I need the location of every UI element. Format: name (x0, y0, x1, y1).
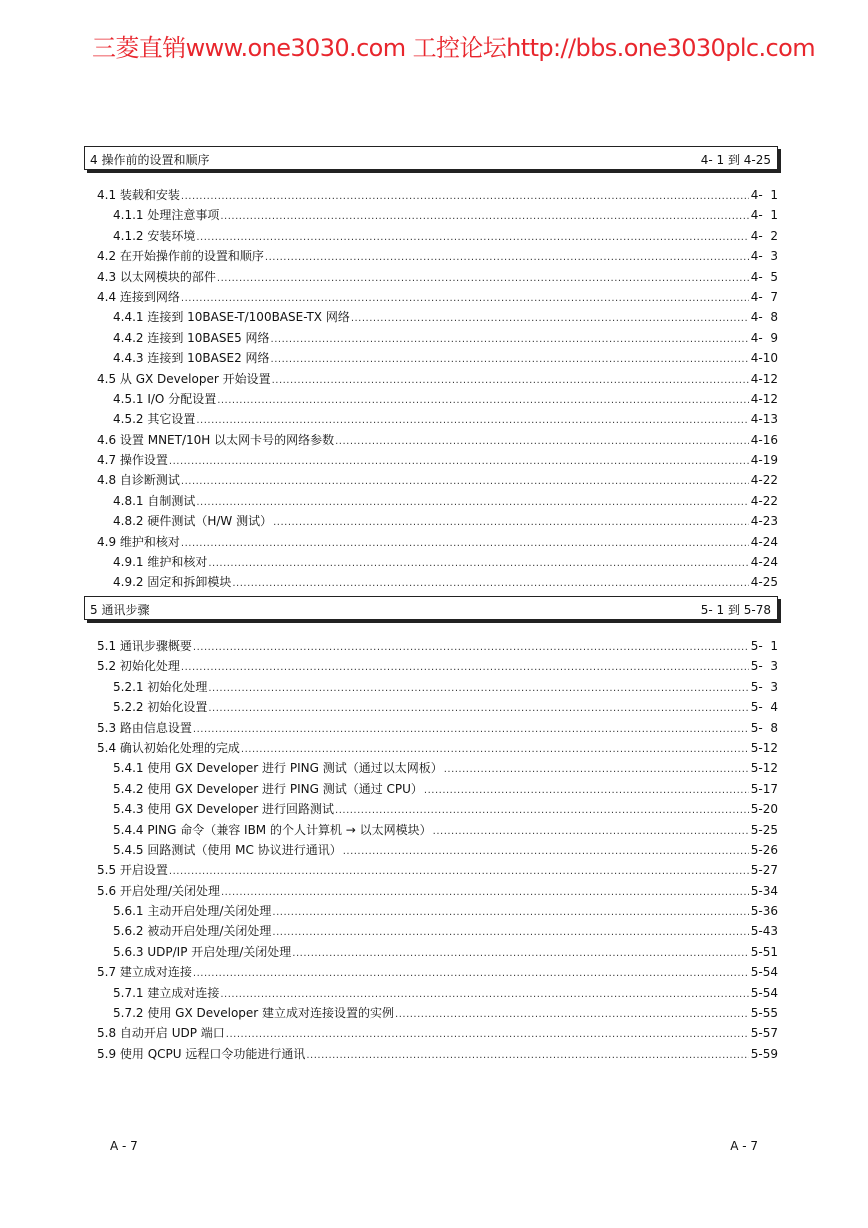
toc-entry[interactable] (97, 1003, 778, 1023)
toc-entry-title: 4.6 设置 MNET/10H 以太网卡号的网络参数 (97, 432, 335, 447)
toc-entry[interactable] (97, 328, 778, 348)
dot-leader (306, 1046, 749, 1066)
toc-entry[interactable] (97, 307, 778, 327)
dot-leader (424, 781, 749, 801)
toc-entry[interactable] (97, 718, 778, 738)
toc-entry-page: 5-17 (750, 781, 778, 796)
toc-entry-title: 5.2.1 初始化处理 (113, 679, 208, 694)
toc-entry[interactable] (97, 840, 778, 860)
dot-leader (208, 679, 749, 699)
dot-leader (335, 432, 749, 452)
toc-entry-title: 5.7.1 建立成对连接 (113, 985, 220, 1000)
dot-leader (220, 985, 749, 1005)
dot-leader (193, 720, 749, 740)
toc-entry-title: 5.2 初始化处理 (97, 659, 180, 674)
dot-leader (193, 964, 749, 984)
dot-leader (272, 371, 749, 391)
toc-entry-title: 4.9.2 固定和拆卸模块 (113, 575, 232, 590)
toc-entry-page: 4- 7 (750, 289, 778, 304)
dot-leader (181, 289, 749, 309)
footer-page-right: A - 7 (730, 1139, 758, 1153)
toc-entry-page: 4-23 (750, 514, 778, 529)
toc-entry-title: 4.1 装载和安装 (97, 188, 180, 202)
toc-entry-page: 4- 9 (750, 330, 778, 345)
footer-page-left: A - 7 (110, 1139, 138, 1153)
toc-entry-title: 5.4.2 使用 GX Developer 进行 PING 测试（通过 CPU） (113, 781, 423, 796)
toc-entry-title: 5.5 开启设置 (97, 863, 168, 878)
dot-leader (217, 269, 749, 289)
toc-entry-title: 5.4 确认初始化处理的完成 (97, 740, 240, 755)
toc-entry-title: 4.5.2 其它设置 (113, 412, 196, 427)
dot-leader (169, 862, 749, 882)
toc-entry-page: 5-57 (750, 1026, 778, 1041)
dot-leader (433, 822, 749, 842)
toc-entry-page: 5-26 (750, 842, 778, 857)
dot-leader (226, 1025, 749, 1045)
toc-entry-title: 4.5.1 I/O 分配设置 (113, 391, 217, 406)
toc-entry-title: 4.4.1 连接到 10BASE-T/100BASE-TX 网络 (113, 310, 350, 325)
toc-entry[interactable] (97, 205, 778, 225)
toc-entry-title: 5.1 通讯步骤概要 (97, 639, 192, 653)
toc-entry[interactable] (97, 1044, 778, 1064)
toc-entry[interactable] (97, 962, 778, 982)
toc-entry[interactable] (97, 799, 778, 819)
toc-entry-page: 5- 3 (750, 679, 778, 694)
toc-entry[interactable] (97, 552, 778, 572)
toc-entry[interactable] (97, 860, 778, 880)
dot-leader (181, 472, 749, 492)
toc-entry-title: 5.6.1 主动开启处理/关闭处理 (113, 904, 272, 919)
toc-entry-page: 5-51 (750, 944, 778, 959)
toc-entry-title: 5.7 建立成对连接 (97, 965, 192, 980)
toc-entry-page: 4- 8 (750, 310, 778, 325)
toc-entry[interactable] (97, 656, 778, 676)
toc-entry[interactable] (97, 881, 778, 901)
toc-entry-page: 4-22 (750, 473, 778, 488)
toc-entry-title: 4.4.3 连接到 10BASE2 网络 (113, 351, 270, 366)
toc-entry-page: 4-16 (750, 432, 778, 447)
toc-entry-title: 4.4 连接到网络 (97, 289, 180, 304)
dot-leader (208, 554, 749, 574)
dot-leader (395, 1005, 749, 1025)
toc-entry[interactable] (97, 430, 778, 450)
toc-entry[interactable] (97, 287, 778, 307)
toc-entry[interactable] (97, 921, 778, 941)
toc-entry[interactable] (97, 226, 778, 246)
toc-entry-title: 4.3 以太网模块的部件 (97, 269, 216, 284)
toc-entry-title: 5.2.2 初始化设置 (113, 700, 208, 715)
toc-entry-title: 5.4.5 回路测试（使用 MC 协议进行通讯） (113, 842, 342, 857)
toc-entry-title: 5.7.2 使用 GX Developer 建立成对连接设置的实例 (113, 1006, 395, 1021)
toc-entry[interactable] (97, 942, 778, 962)
toc-entry-title: 4.8.1 自制测试 (113, 493, 196, 508)
toc-entry-page: 4- 1 (750, 208, 778, 223)
toc-entry-title: 4.2 在开始操作前的设置和顺序 (97, 249, 264, 264)
dot-leader (196, 411, 749, 431)
toc-entry-page: 4-12 (750, 371, 778, 386)
toc-entry[interactable] (97, 389, 778, 409)
toc-entry-title: 5.8 自动开启 UDP 端口 (97, 1026, 225, 1041)
dot-leader (181, 534, 749, 554)
toc-entry[interactable] (97, 779, 778, 799)
toc-entry-page: 5- 8 (750, 720, 778, 735)
toc-entry-title: 5.3 路由信息设置 (97, 720, 192, 735)
dot-leader (221, 883, 749, 903)
toc-entry[interactable] (97, 677, 778, 697)
toc-entry-title: 5.6.2 被动开启处理/关闭处理 (113, 924, 272, 939)
toc-entry-page: 5-43 (750, 924, 778, 939)
dot-leader (181, 187, 749, 207)
toc-entry-title: 4.5 从 GX Developer 开始设置 (97, 371, 271, 386)
toc-entry[interactable] (97, 983, 778, 1003)
toc-entry-page: 5-36 (750, 904, 778, 919)
section-page-range: 4- 1 到 4-25 (700, 153, 771, 167)
dot-leader (273, 513, 749, 533)
toc-entry[interactable] (97, 697, 778, 717)
toc-entry-page: 4- 3 (750, 249, 778, 264)
toc-entry-page: 5- 3 (750, 659, 778, 674)
toc-entry-page: 4-24 (750, 534, 778, 549)
dot-leader (272, 903, 749, 923)
toc-entry-page: 5- 4 (750, 700, 778, 715)
dot-leader (265, 248, 749, 268)
toc-list-section-4 (97, 185, 778, 593)
dot-leader (196, 228, 749, 248)
dot-leader (241, 740, 749, 760)
section-page-range: 5- 1 到 5-78 (700, 603, 771, 617)
toc-entry[interactable] (97, 470, 778, 490)
toc-entry[interactable] (97, 758, 778, 778)
toc-entry-page: 5-34 (750, 883, 778, 898)
dot-leader (271, 330, 749, 350)
section-header-4 (84, 146, 778, 170)
toc-entry[interactable] (97, 409, 778, 429)
toc-entry-page: 4-19 (750, 453, 778, 468)
section-header-5 (84, 596, 778, 620)
dot-leader (232, 574, 749, 594)
toc-entry-title: 4.7 操作设置 (97, 453, 168, 468)
toc-entry-page: 5-12 (750, 761, 778, 776)
toc-entry-title: 5.6 开启处理/关闭处理 (97, 883, 220, 898)
dot-leader (351, 309, 749, 329)
toc-entry-page: 4-12 (750, 391, 778, 406)
toc-entry-title: 5.6.3 UDP/IP 开启处理/关闭处理 (113, 944, 292, 959)
dot-leader (181, 658, 749, 678)
dot-leader (272, 923, 749, 943)
toc-list-section-5 (97, 636, 778, 1064)
toc-entry[interactable] (97, 572, 778, 592)
toc-entry-page: 4-22 (750, 493, 778, 508)
toc-entry-page: 4-25 (750, 575, 778, 590)
toc-entry[interactable] (97, 532, 778, 552)
dot-leader (292, 944, 749, 964)
toc-entry-page: 5-55 (750, 1006, 778, 1021)
toc-entry-page: 5-20 (750, 802, 778, 817)
toc-entry-page: 5-27 (750, 863, 778, 878)
dot-leader (335, 801, 749, 821)
toc-entry-page: 5-54 (750, 965, 778, 980)
toc-entry[interactable] (97, 246, 778, 266)
toc-entry-title: 4.8.2 硬件测试（H/W 测试） (113, 514, 273, 529)
toc-entry-title: 4.1.2 安装环境 (113, 228, 196, 243)
toc-entry-page: 4-24 (750, 555, 778, 570)
section-title: 4 操作前的设置和顺序 (90, 153, 210, 167)
dot-leader (220, 207, 749, 227)
toc-entry[interactable] (97, 491, 778, 511)
toc-entry[interactable] (97, 185, 778, 205)
toc-entry[interactable] (97, 1023, 778, 1043)
toc-entry[interactable] (97, 738, 778, 758)
toc-entry-title: 4.1.1 处理注意事项 (113, 208, 220, 223)
dot-leader (196, 493, 749, 513)
dot-leader (193, 638, 749, 658)
toc-entry-page: 4-13 (750, 412, 778, 427)
banner-watermark: 三菱直销www.one3030.com 工控论坛http://bbs.one3030plc.com (92, 34, 816, 62)
dot-leader (444, 760, 749, 780)
toc-entry[interactable] (97, 450, 778, 470)
toc-entry[interactable] (97, 820, 778, 840)
toc-entry-title: 5.4.3 使用 GX Developer 进行回路测试 (113, 802, 335, 817)
toc-entry[interactable] (97, 267, 778, 287)
toc-entry-page: 4- 1 (750, 188, 778, 202)
toc-entry-page: 5-12 (750, 740, 778, 755)
section-title: 5 通讯步骤 (90, 603, 150, 617)
toc-entry-page: 5-59 (750, 1046, 778, 1061)
toc-entry-title: 4.9 维护和核对 (97, 534, 180, 549)
dot-leader (208, 699, 749, 719)
dot-leader (343, 842, 749, 862)
toc-entry-page: 5-54 (750, 985, 778, 1000)
toc-entry[interactable] (97, 511, 778, 531)
toc-entry[interactable] (97, 901, 778, 921)
dot-leader (271, 350, 749, 370)
toc-entry[interactable] (97, 369, 778, 389)
toc-entry-page: 4- 5 (750, 269, 778, 284)
toc-entry-page: 5-25 (750, 822, 778, 837)
toc-entry-title: 5.4.1 使用 GX Developer 进行 PING 测试（通过以太网板） (113, 761, 443, 776)
toc-entry[interactable] (97, 636, 778, 656)
toc-entry-title: 5.9 使用 QCPU 远程口令功能进行通讯 (97, 1046, 306, 1061)
toc-entry[interactable] (97, 348, 778, 368)
toc-entry-title: 4.9.1 维护和核对 (113, 555, 208, 570)
toc-entry-title: 5.4.4 PING 命令（兼容 IBM 的个人计算机 → 以太网模块） (113, 822, 432, 837)
dot-leader (169, 452, 749, 472)
toc-entry-page: 4- 2 (750, 228, 778, 243)
dot-leader (217, 391, 749, 411)
toc-entry-title: 4.4.2 连接到 10BASE5 网络 (113, 330, 270, 345)
toc-entry-page: 4-10 (750, 351, 778, 366)
toc-entry-page: 5- 1 (750, 639, 778, 653)
toc-entry-title: 4.8 自诊断测试 (97, 473, 180, 488)
